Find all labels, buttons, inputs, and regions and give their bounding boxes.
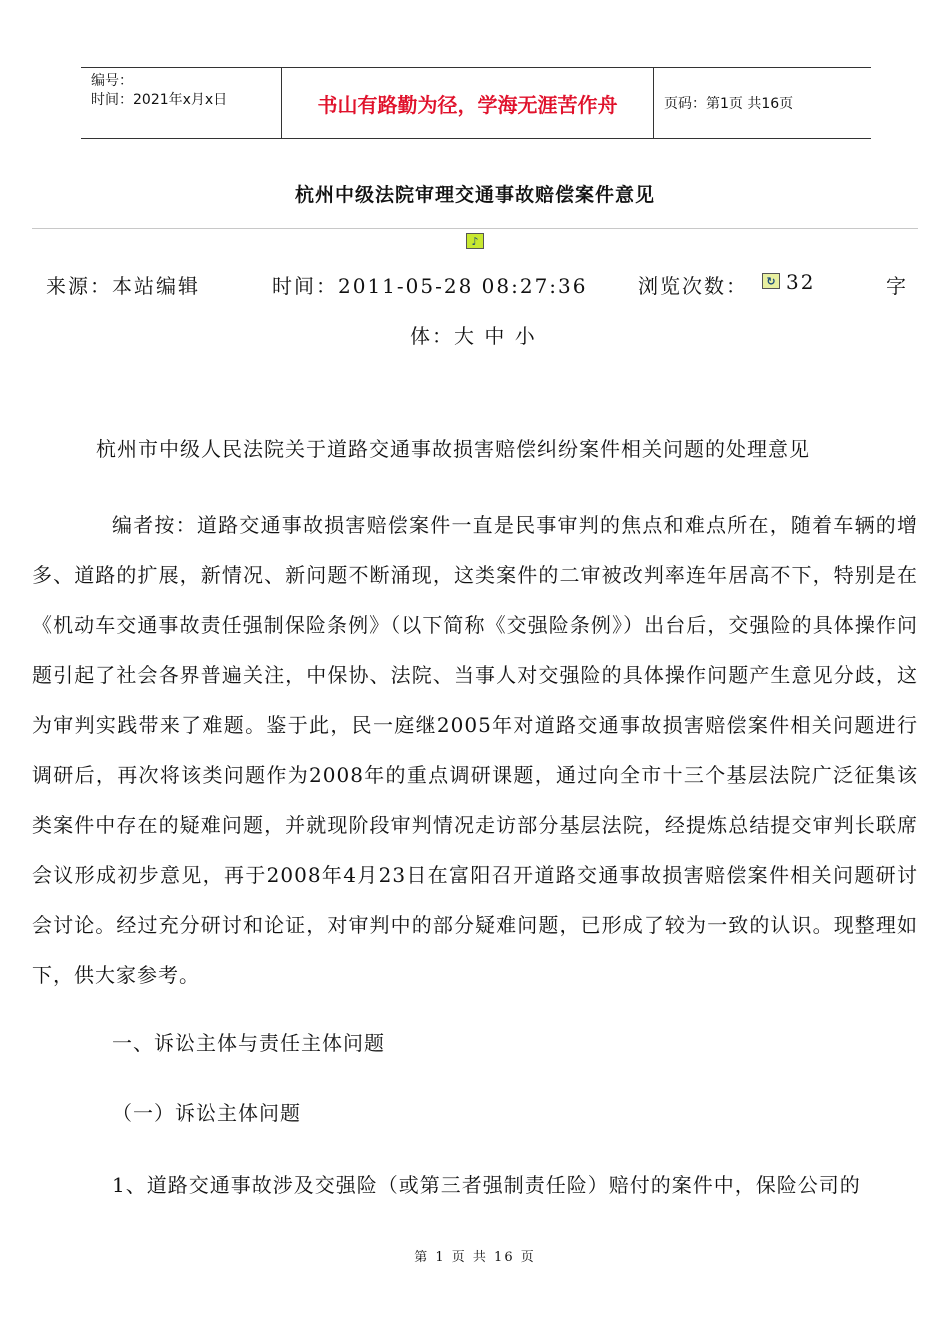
- meta-source: 来源：本站编辑: [46, 274, 200, 298]
- time-label: 时间：2021年x月x日: [91, 92, 228, 108]
- header-meta-cell: [81, 68, 282, 138]
- section-heading-1: 一、诉讼主体与责任主体问题: [112, 1031, 385, 1055]
- number-label: 编号：: [91, 73, 133, 89]
- header-table: [81, 67, 871, 139]
- title-divider: [32, 228, 918, 229]
- section-heading-1-1: （一）诉讼主体问题: [112, 1101, 301, 1125]
- document-title: 杭州中级法院审理交通事故赔偿案件意见: [294, 184, 655, 206]
- header-page-info: 页码：第1页 共16页: [664, 96, 794, 112]
- meta-font-size-options[interactable]: 体：大 中 小: [410, 324, 537, 348]
- header-motto: 书山有路勤为径，学海无涯苦作舟: [282, 68, 654, 138]
- item-1-paragraph: 1、道路交通事故涉及交强险（或第三者强制责任险）赔付的案件中，保险公司的: [112, 1173, 861, 1197]
- document-subtitle: 杭州市中级人民法院关于道路交通事故损害赔偿纠纷案件相关问题的处理意见: [96, 437, 810, 461]
- meta-font-label: 字: [886, 274, 908, 298]
- editor-note-paragraph: 编者按：道路交通事故损害赔偿案件一直是民事审判的焦点和难点所在，随着车辆的增多、道路的扩展，新情况、新问题不断涌现，这类案件的二审被改判率连年居高不下，特别是在《机动车交通事故责任强制保险条例》（以下简称《交强险条例》）出台后，交强险的具体操作问题引起了社会各界普遍关注，中保协、法院、当事人对交强险的具体操作问题产生意见分歧，这为审判实践带来了难题。鉴于此，民一庭继2005年对道路交通事故损害赔偿案件相关问题进行调研后，再次将该类问题作为2008年的重点调研课题，通过向全市十三个基层法院广泛征集该类案件中存在的疑难问题，并就现阶段审判情况走访部分基层法院，经提炼总结提交审判长联席会议形成初步意见，再于2008年4月23日在富阳召开道路交通事故损害赔偿案件相关问题研讨会讨论。经过充分研讨和论证，对审判中的部分疑难问题，已形成了较为一致的认识。现整理如下，供大家参考。: [32, 513, 918, 987]
- refresh-icon: ↻: [762, 273, 780, 289]
- meta-views-label: 浏览次数：: [638, 274, 748, 298]
- sound-icon[interactable]: ♪: [466, 233, 484, 249]
- meta-time: 时间：2011-05-28 08:27:36: [272, 274, 588, 298]
- page-footer: 第 1 页 共 16 页: [414, 1250, 536, 1265]
- meta-views-count: 32: [786, 270, 816, 294]
